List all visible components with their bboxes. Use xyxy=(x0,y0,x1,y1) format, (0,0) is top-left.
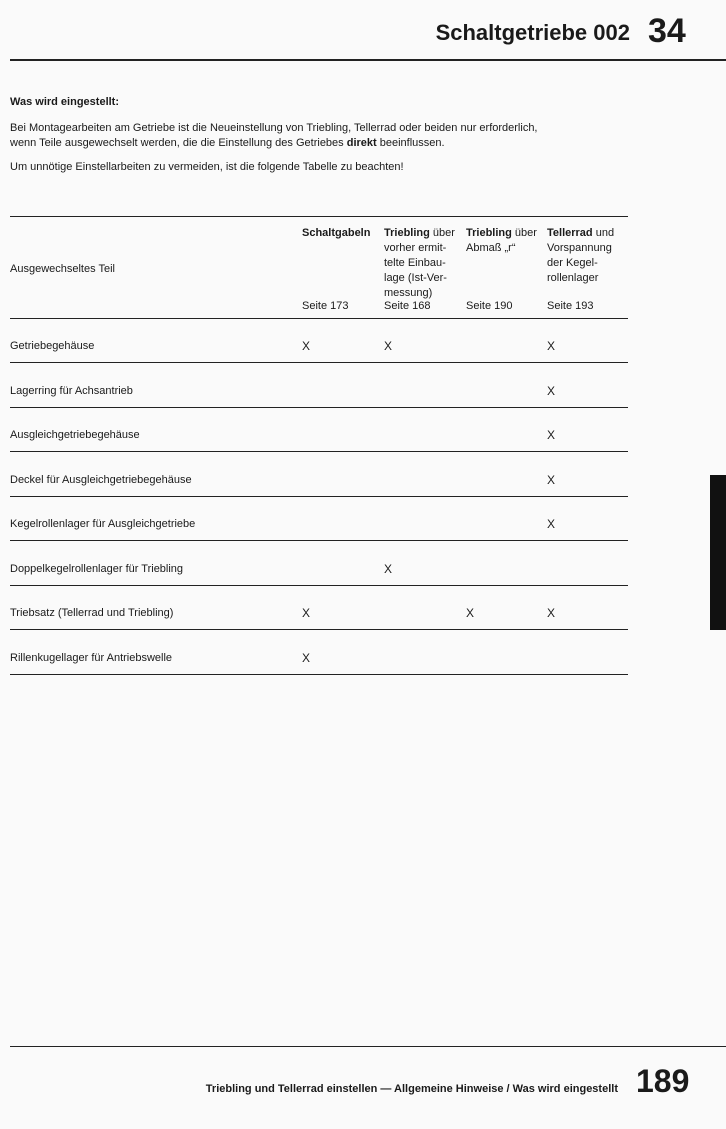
column-header-2: Triebling über vorher ermit-telte Einbau-lage (Ist-Ver-messung) xyxy=(384,227,455,299)
intro-line-1: Bei Montagearbeiten am Getriebe ist die Neueinstellung von Triebling, Tellerrad oder beiden nur erforderlich, xyxy=(10,122,538,134)
table-cell-mark: X xyxy=(547,383,556,398)
table-row-label: Triebsatz (Tellerrad und Triebling) xyxy=(10,607,174,619)
table-row-label: Rillenkugellager für Antriebswelle xyxy=(10,651,173,664)
table-cell-mark: X xyxy=(547,339,556,353)
table-cell-mark: X xyxy=(547,517,556,531)
table-cell-mark: X xyxy=(302,650,311,665)
table-row-rule xyxy=(10,674,628,675)
table-top-rule xyxy=(10,216,628,217)
table-row-label: Deckel für Ausgleichgetriebegehäuse xyxy=(10,473,192,486)
footer-rule xyxy=(10,1046,726,1047)
table-cell-mark: X xyxy=(547,606,556,620)
section-thumb-tab xyxy=(710,475,726,630)
section-number: 34 xyxy=(648,12,686,50)
intro-paragraph-1 xyxy=(10,121,630,151)
intro-line-2: wenn Teile ausgewechselt werden, die die Einstellung des Getriebes direkt beeinflussen. xyxy=(10,137,445,149)
column-page-ref-2: Seite 168 xyxy=(384,300,431,312)
page-number: 189 xyxy=(636,1063,690,1099)
table-row-rule xyxy=(10,540,628,541)
column-header-1: Schaltgabeln xyxy=(302,227,371,239)
column-page-ref-1: Seite 173 xyxy=(302,300,349,312)
table-cell-mark: X xyxy=(547,428,556,442)
intro-heading: Was wird eingestellt: xyxy=(10,96,120,108)
intro-paragraph-2: Um unnötige Einstellarbeiten zu vermeiden, ist die folgende Tabelle zu beachten! xyxy=(10,161,404,173)
column-header-4: Tellerrad und Vorspannung der Kegel-rollenlager xyxy=(547,227,615,284)
page-title: Schaltgetriebe 002 xyxy=(435,20,630,45)
table-row-rule xyxy=(10,362,628,363)
table-cell-mark: X xyxy=(466,606,475,620)
table-row-label: Kegelrollenlager für Ausgleichgetriebe xyxy=(10,518,196,530)
table-header-rule xyxy=(10,318,628,319)
table-row-rule xyxy=(10,496,628,497)
column-page-ref-3: Seite 190 xyxy=(466,300,513,312)
header-rule xyxy=(10,59,726,61)
table-cell-mark: X xyxy=(302,339,311,353)
table-cell-mark: X xyxy=(384,339,393,353)
column-header-3: Triebling über Abmaß „r“ xyxy=(466,227,537,254)
table-row-rule xyxy=(10,629,628,630)
table-cell-mark: X xyxy=(384,561,393,576)
table-row-label: Getriebegehäuse xyxy=(10,340,95,352)
table-cell-mark: X xyxy=(302,606,311,620)
table-row-label: Doppelkegelrollenlager für Triebling xyxy=(10,562,184,575)
column-page-ref-4: Seite 193 xyxy=(547,300,594,312)
table-cell-mark: X xyxy=(547,472,556,487)
table-row-label: Lagerring für Achsantrieb xyxy=(10,384,133,397)
table-row-label: Ausgleichgetriebegehäuse xyxy=(10,429,140,441)
table-row-rule xyxy=(10,407,628,408)
footer-caption: Triebling und Tellerrad einstellen — Allgemeine Hinweise / Was wird eingestellt xyxy=(205,1083,618,1095)
row-header-label: Ausgewechseltes Teil xyxy=(10,263,115,275)
table-row-rule xyxy=(10,585,628,586)
table-row-rule xyxy=(10,451,628,452)
